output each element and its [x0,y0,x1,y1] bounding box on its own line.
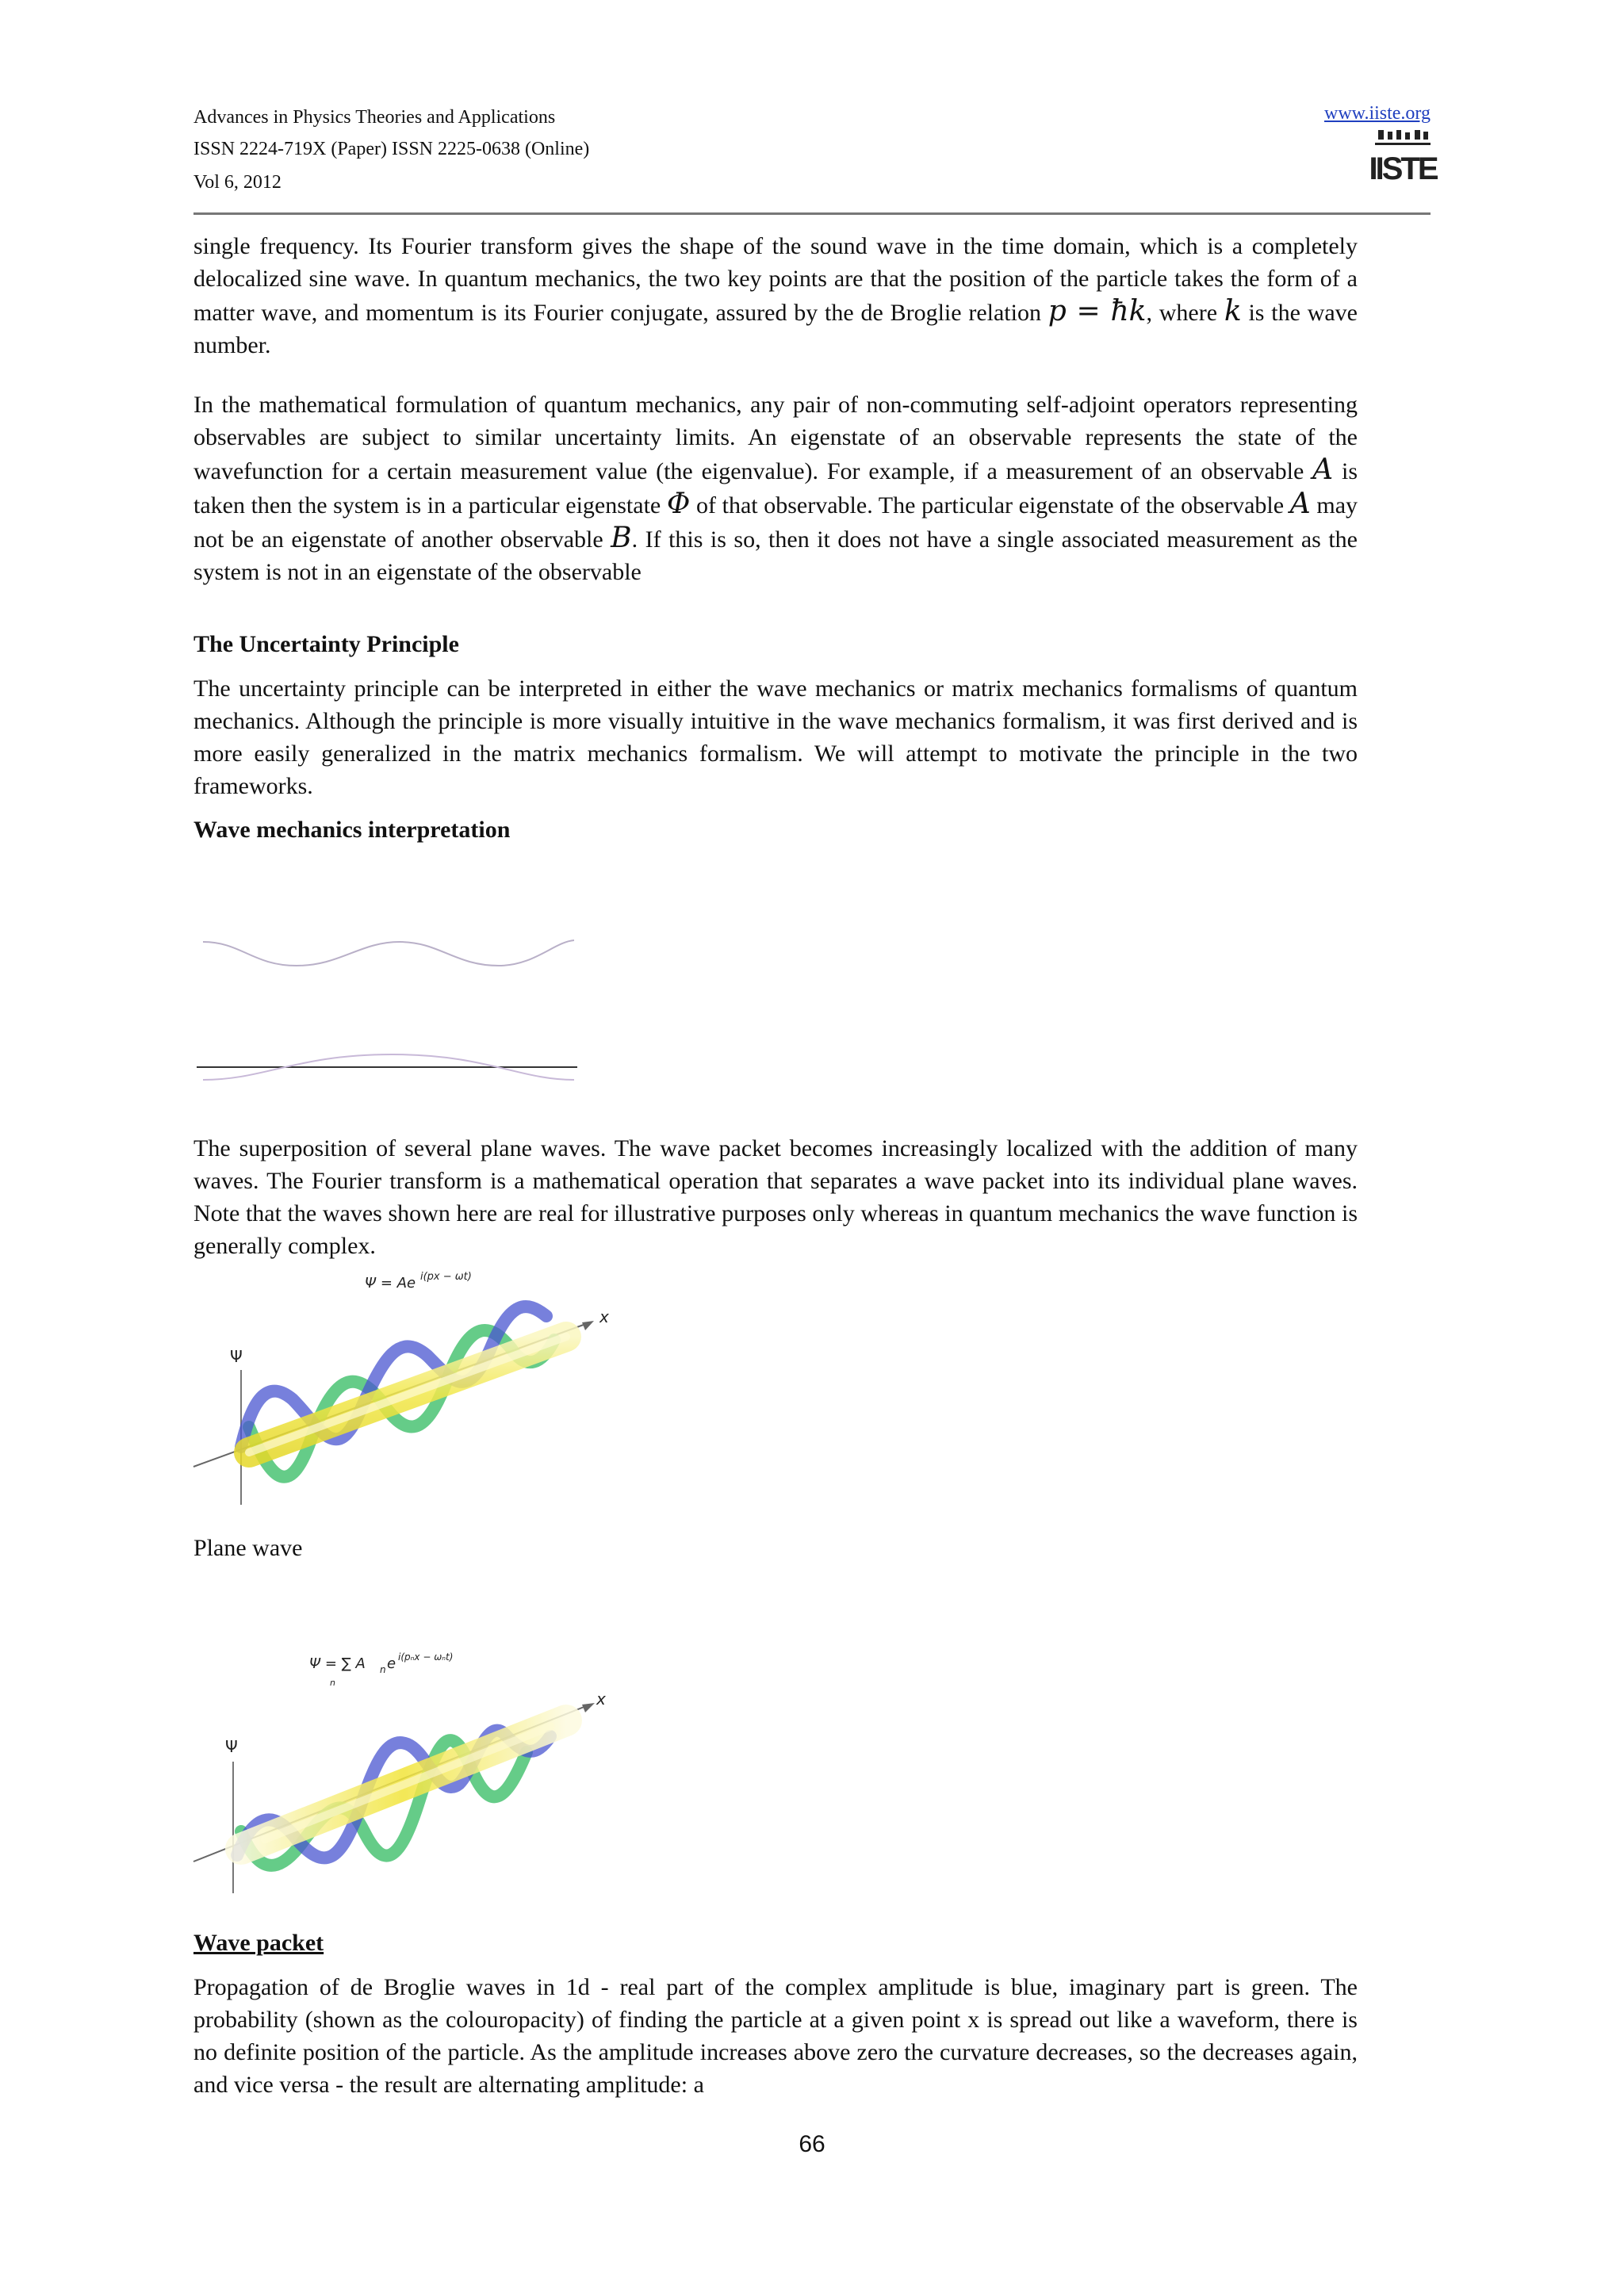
plane-wave-exponent: i(px − ωt) [420,1271,472,1283]
axis-x-label: x [596,1689,606,1709]
journal-issn: ISSN 2224-719X (Paper) ISSN 2225-0638 (Online) [193,139,590,159]
paragraph-eigenstate: In the mathematical formulation of quantum mechanics, any pair of non-commuting self-adjoint operators representing observables are subject to similar uncertainty limits. An eigenstate of an observable represents the state of the wavefunction for a certain measurement value (the eigenvalue). For example, if a measurement of an observable A is taken then the system is in a particular eigenstate Φ of that observable. The particular eigenstate of the observable A may not be an eigenstate of another observable B. If this is so, then it does not have a single associated measurement as the system is not in an eigenstate of the observable [193,392,1358,585]
wave-packet-subscript: n [380,1664,386,1675]
wave-upper [203,940,574,966]
x-axis-arrow [582,1321,594,1330]
header-rule [193,212,1431,215]
paragraph-fourier: single frequency. Its Fourier transform gives the shape of the sound wave in the time domain, which is a completely delocalized sine wave. In quantum mechanics, the two key points are that the position of the particle takes the form of a matter wave, and momentum is its Fourier conjugate, assured by the de Broglie relation p = ħk, where k is the wave number. [193,233,1358,358]
page-number: 66 [799,2131,825,2157]
heading-wave-mechanics: Wave mechanics interpretation [193,817,511,843]
figure-superposition-waves [193,920,582,1094]
axis-psi-label: Ψ [230,1347,243,1366]
journal-title: Advances in Physics Theories and Applications [193,107,556,128]
math-A-2: A [1289,488,1311,520]
math-de-broglie: p = ħk [1048,295,1147,327]
paragraph-propagation: Propagation of de Broglie waves in 1d - real part of the complex amplitude is blue, imaginary part is green. The probability (shown as the colouropacity) of finding the particle at a given point x is spread out like a waveform, there is no definite position of the particle. As the amplitude increases above zero the curvature decreases, so the decreases again, and vice versa - the result are alternating amplitude: a [193,1974,1358,2098]
journal-url-link[interactable]: www.iiste.org [1324,103,1431,124]
math-k: k [1224,295,1242,327]
wave-packet-exponent: i(pₙx − ωₙt) [398,1651,454,1663]
iiste-logo [1369,130,1437,186]
axis-psi-label: Ψ [225,1737,238,1756]
math-A: A [1312,453,1334,486]
heading-wave-packet: Wave packet [193,1930,324,1956]
sum-index: n [330,1678,335,1688]
wave-packet-formula: Ψ = ∑ A [309,1655,366,1672]
math-phi: Φ [666,488,691,520]
logo-text: IISTE [1369,151,1437,186]
paragraph-superposition: The superposition of several plane waves. The wave packet becomes increasingly localized with the addition of many waves. The Fourier transform is a mathematical operation that separates a wave packet into its individual plane waves. Note that the waves shown here are real for illustrative purposes only whereas in quantum mechanics the wave function is generally complex. [193,1135,1358,1259]
heading-uncertainty-principle: The Uncertainty Principle [193,631,459,657]
figure-plane-wave [193,1269,622,1506]
plane-wave-formula: Ψ = Ae [365,1275,416,1292]
journal-volume: Vol 6, 2012 [193,172,282,193]
paragraph-interpretation: The uncertainty principle can be interpreted in either the wave mechanics or matrix mechanics formalisms of quantum mechanics. Although the principle is more visually intuitive in the wave mechanics formalism, it was first derived and is more easily generalized in the matrix mechanics formalism. We will attempt to motivate the principle in the two frameworks. [193,675,1358,799]
math-B: B [611,522,632,554]
axis-x-label: x [599,1307,609,1326]
caption-plane-wave: Plane wave [193,1535,303,1561]
x-axis-arrow [582,1703,595,1712]
wave-packet-e: e [387,1655,396,1672]
figure-wave-packet [193,1641,622,1903]
